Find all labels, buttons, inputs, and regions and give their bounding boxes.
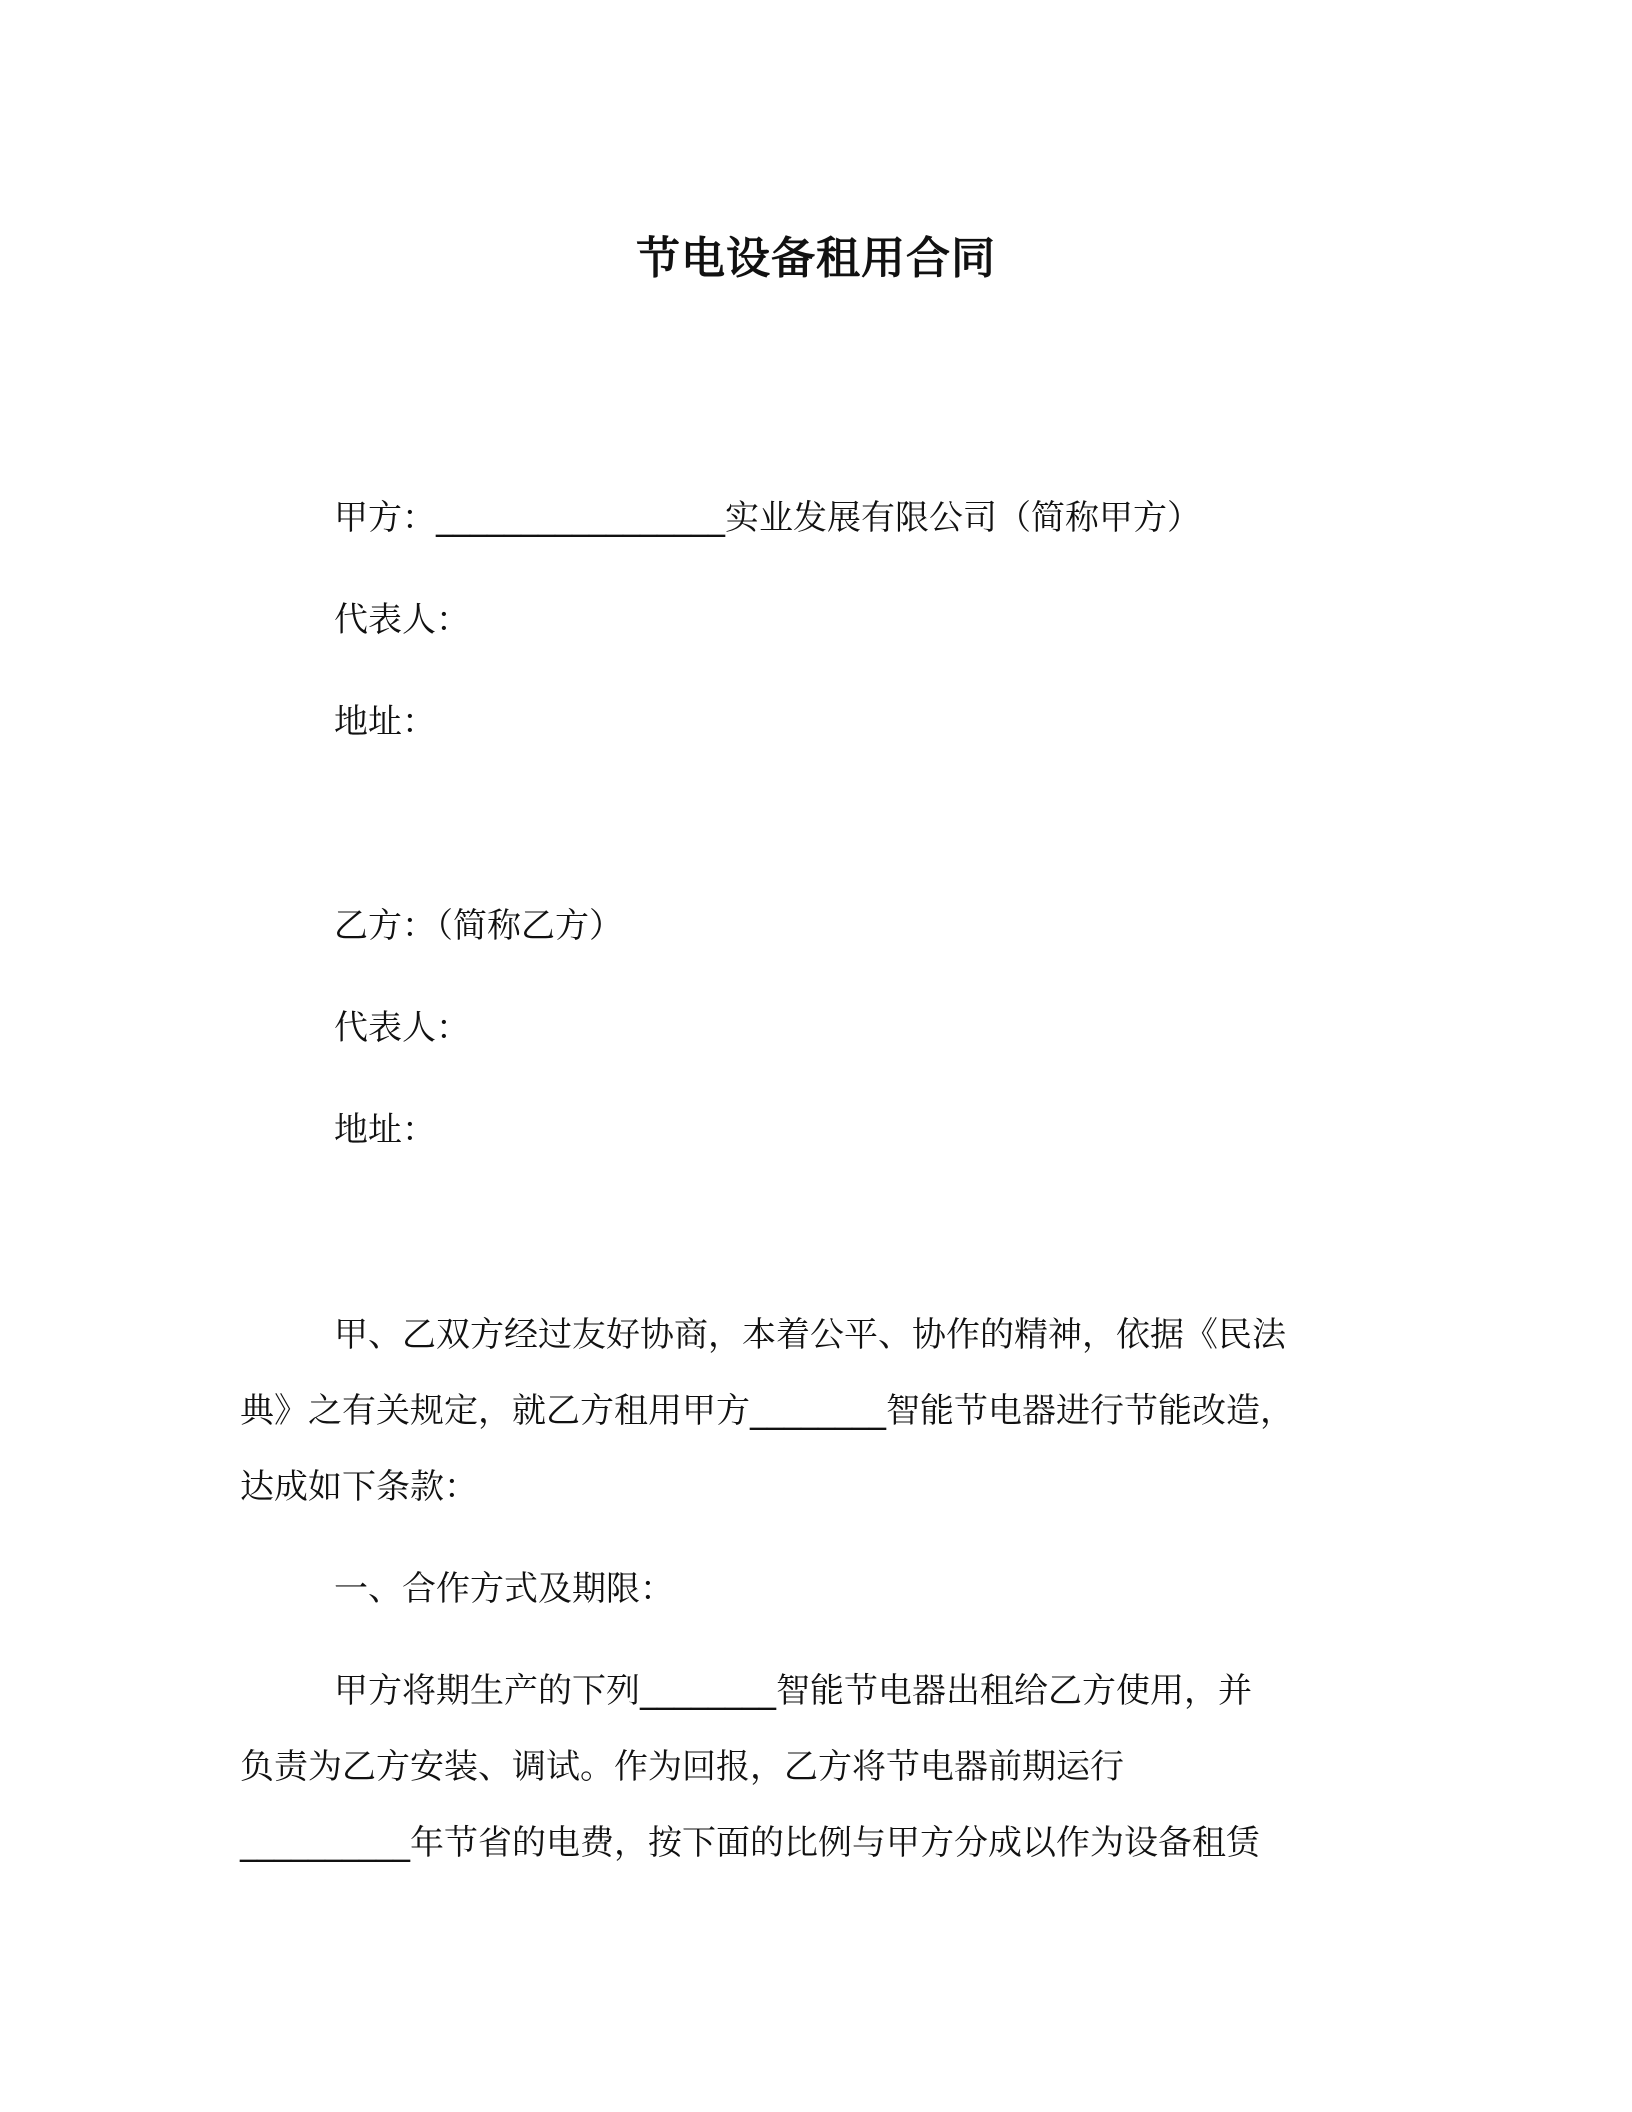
section-1-line-1: 甲方将期生产的下列________智能节电器出租给乙方使用，并 — [334, 1671, 1252, 1711]
party-b-representative: 代表人： — [334, 1008, 470, 1048]
party-b-line: 乙方：（简称乙方） — [334, 906, 623, 946]
party-b-address: 地址： — [334, 1110, 436, 1150]
section-1-line-2: 负责为乙方安装、调试。作为回报，乙方将节电器前期运行 — [240, 1747, 1124, 1787]
party-a-representative: 代表人： — [334, 600, 470, 640]
page-title: 节电设备租用合同 — [636, 233, 996, 284]
preamble-line-3: 达成如下条款： — [240, 1467, 478, 1507]
party-a-line: 甲方：_________________实业发展有限公司（简称甲方） — [334, 498, 1201, 538]
section-1-heading: 一、合作方式及期限： — [334, 1569, 674, 1609]
section-1-line-3: __________年节省的电费，按下面的比例与甲方分成以作为设备租赁 — [240, 1823, 1260, 1863]
party-a-address: 地址： — [334, 702, 436, 742]
preamble-line-1: 甲、乙双方经过友好协商，本着公平、协作的精神，依据《民法 — [334, 1315, 1286, 1355]
preamble-line-2: 典》之有关规定，就乙方租用甲方________智能节电器进行节能改造， — [240, 1391, 1294, 1431]
